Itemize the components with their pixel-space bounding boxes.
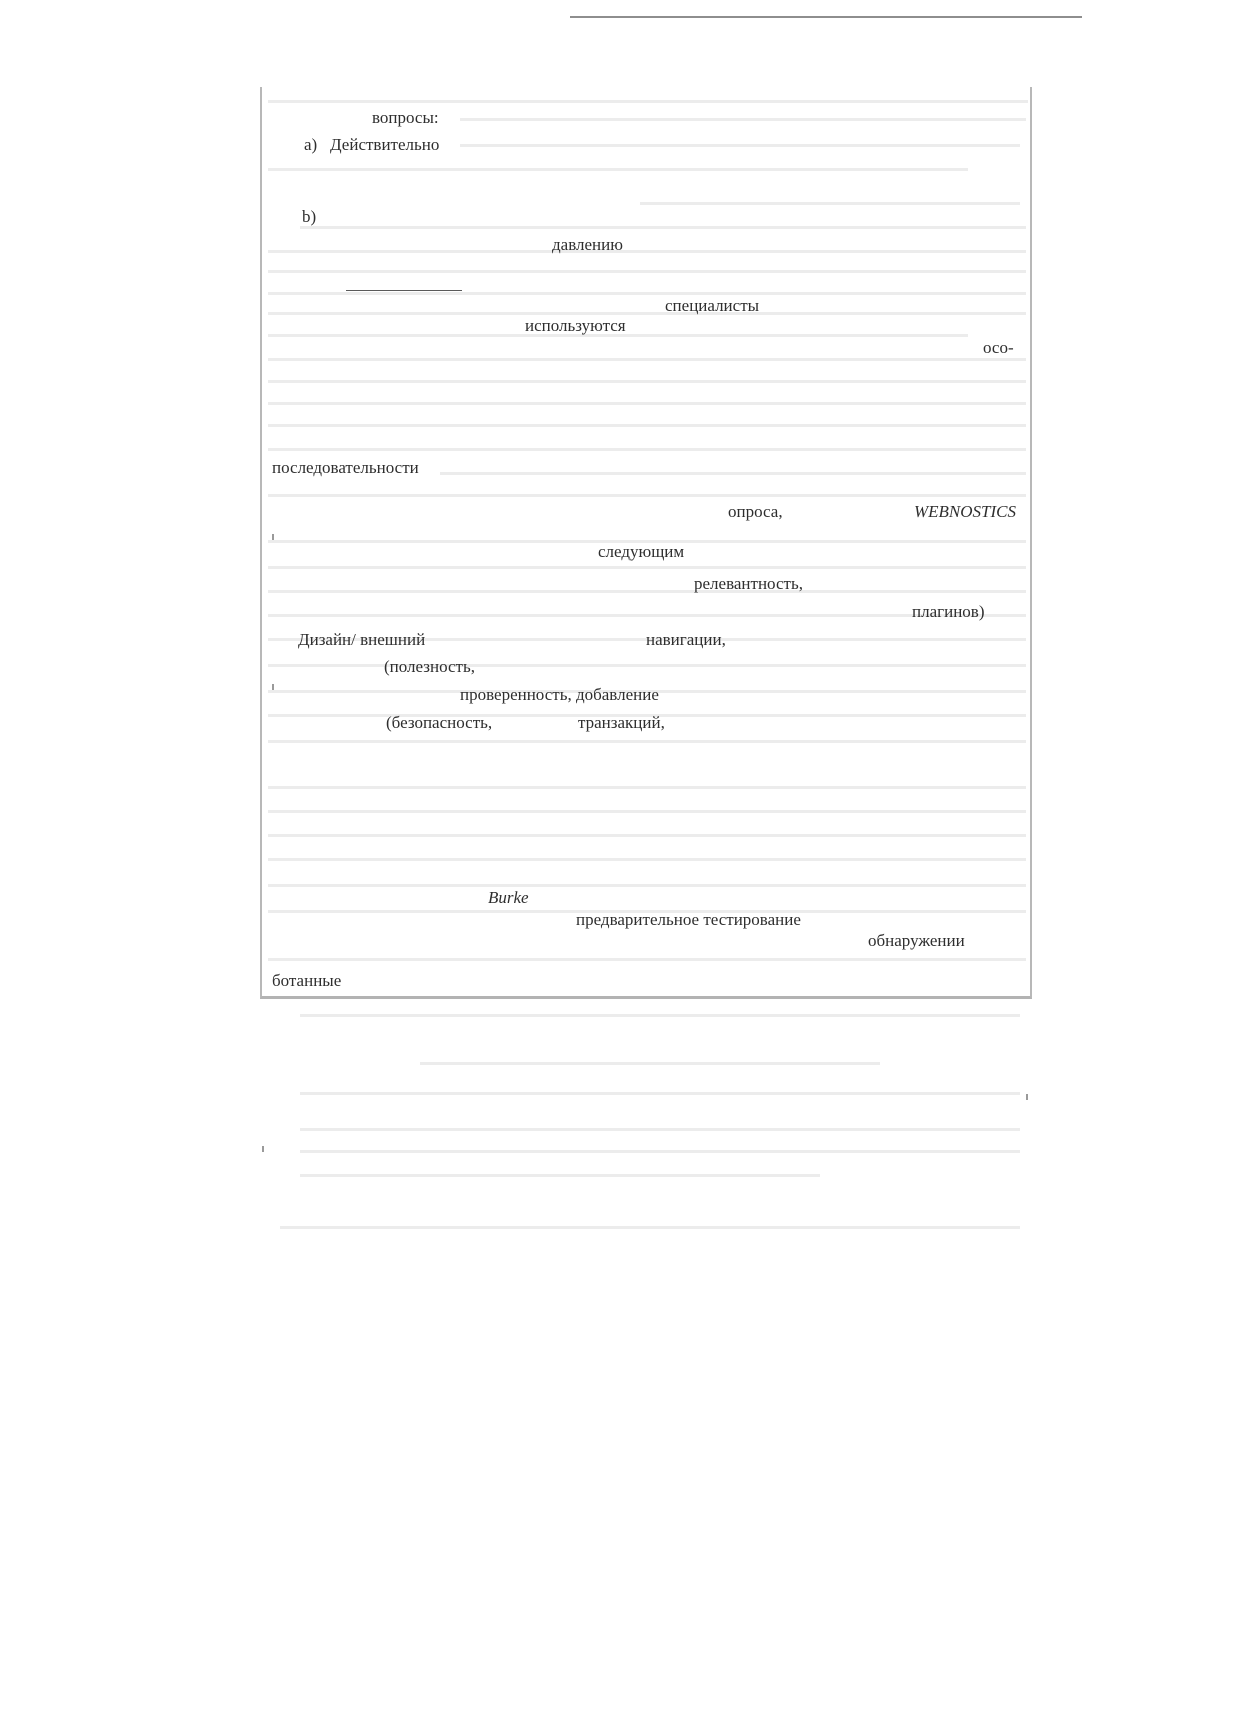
word-ispolzuyutsya: используются: [525, 316, 626, 335]
ghost-line: [440, 472, 1026, 475]
ghost-line: [268, 858, 1026, 861]
word-dizain: Дизайн/ внешний: [298, 630, 426, 649]
word-predvaritelnoe: предварительное тестирование: [576, 910, 801, 929]
word-proverennost: проверенность, добавление: [460, 685, 659, 704]
word-sleduyushchim: следующим: [598, 542, 685, 561]
word-burke: Burke: [488, 888, 529, 907]
word-relevantnost: релевантность,: [694, 574, 803, 593]
scan-speck: [262, 1146, 264, 1152]
word-webnostics: WEBNOSTICS: [914, 502, 1016, 521]
ghost-line: [300, 1128, 1020, 1131]
ghost-line: [268, 590, 1026, 593]
scan-speck: [1026, 1094, 1028, 1100]
ghost-line: [268, 958, 1026, 961]
ghost-line: [268, 270, 1026, 273]
word-botannye: ботанные: [272, 971, 342, 990]
ghost-line: [268, 664, 1026, 667]
word-plaginov: плагинов): [912, 602, 985, 621]
ghost-line: [268, 312, 1026, 315]
ghost-line: [300, 1174, 820, 1177]
ghost-line: [460, 144, 1020, 147]
ghost-line: [268, 834, 1026, 837]
ghost-line: [300, 1014, 1020, 1017]
ghost-line: [268, 358, 1026, 361]
word-oprosa: опроса,: [728, 502, 783, 521]
word-posledovatelnosti: последовательности: [272, 458, 419, 477]
ghost-line: [268, 402, 1026, 405]
ghost-line: [268, 494, 1026, 497]
ghost-line: [268, 380, 1026, 383]
header-rule: [570, 16, 1082, 18]
scan-speck: [272, 534, 274, 540]
word-deistvitelno: Действительно: [330, 135, 440, 154]
ghost-line: [300, 1150, 1020, 1153]
word-navigatsii: навигации,: [646, 630, 726, 649]
ghost-line: [268, 250, 1026, 253]
word-tranzaktsiy: транзакций,: [578, 713, 665, 732]
ghost-line: [268, 292, 1026, 295]
ghost-line: [460, 118, 1026, 121]
word-spetsialisty: специалисты: [665, 296, 760, 315]
ghost-line: [268, 448, 1026, 451]
ghost-line: [268, 566, 1026, 569]
word-bezopasnost: (безопасность,: [386, 713, 493, 732]
ghost-line: [640, 202, 1020, 205]
ghost-line: [420, 1062, 880, 1065]
ghost-line: [268, 740, 1026, 743]
ghost-line: [280, 1226, 1020, 1229]
ghost-line: [268, 168, 968, 171]
ghost-line: [268, 810, 1026, 813]
ghost-line: [300, 226, 1026, 229]
scan-speck: [272, 684, 274, 690]
ghost-line: [268, 884, 1026, 887]
underline-mark: [346, 290, 462, 291]
ghost-line: [300, 1092, 1020, 1095]
ghost-line: [268, 786, 1026, 789]
list-marker-a: a): [304, 135, 318, 154]
word-obnaruzhenii: обнаружении: [868, 931, 965, 950]
ghost-line: [268, 100, 1028, 103]
word-voprosy: вопросы:: [372, 108, 439, 127]
word-oso: осо-: [983, 338, 1014, 357]
ghost-line: [268, 424, 1026, 427]
word-davleniyu: давлению: [552, 235, 623, 254]
list-marker-b: b): [302, 207, 317, 226]
word-poleznost: (полезность,: [384, 657, 475, 676]
